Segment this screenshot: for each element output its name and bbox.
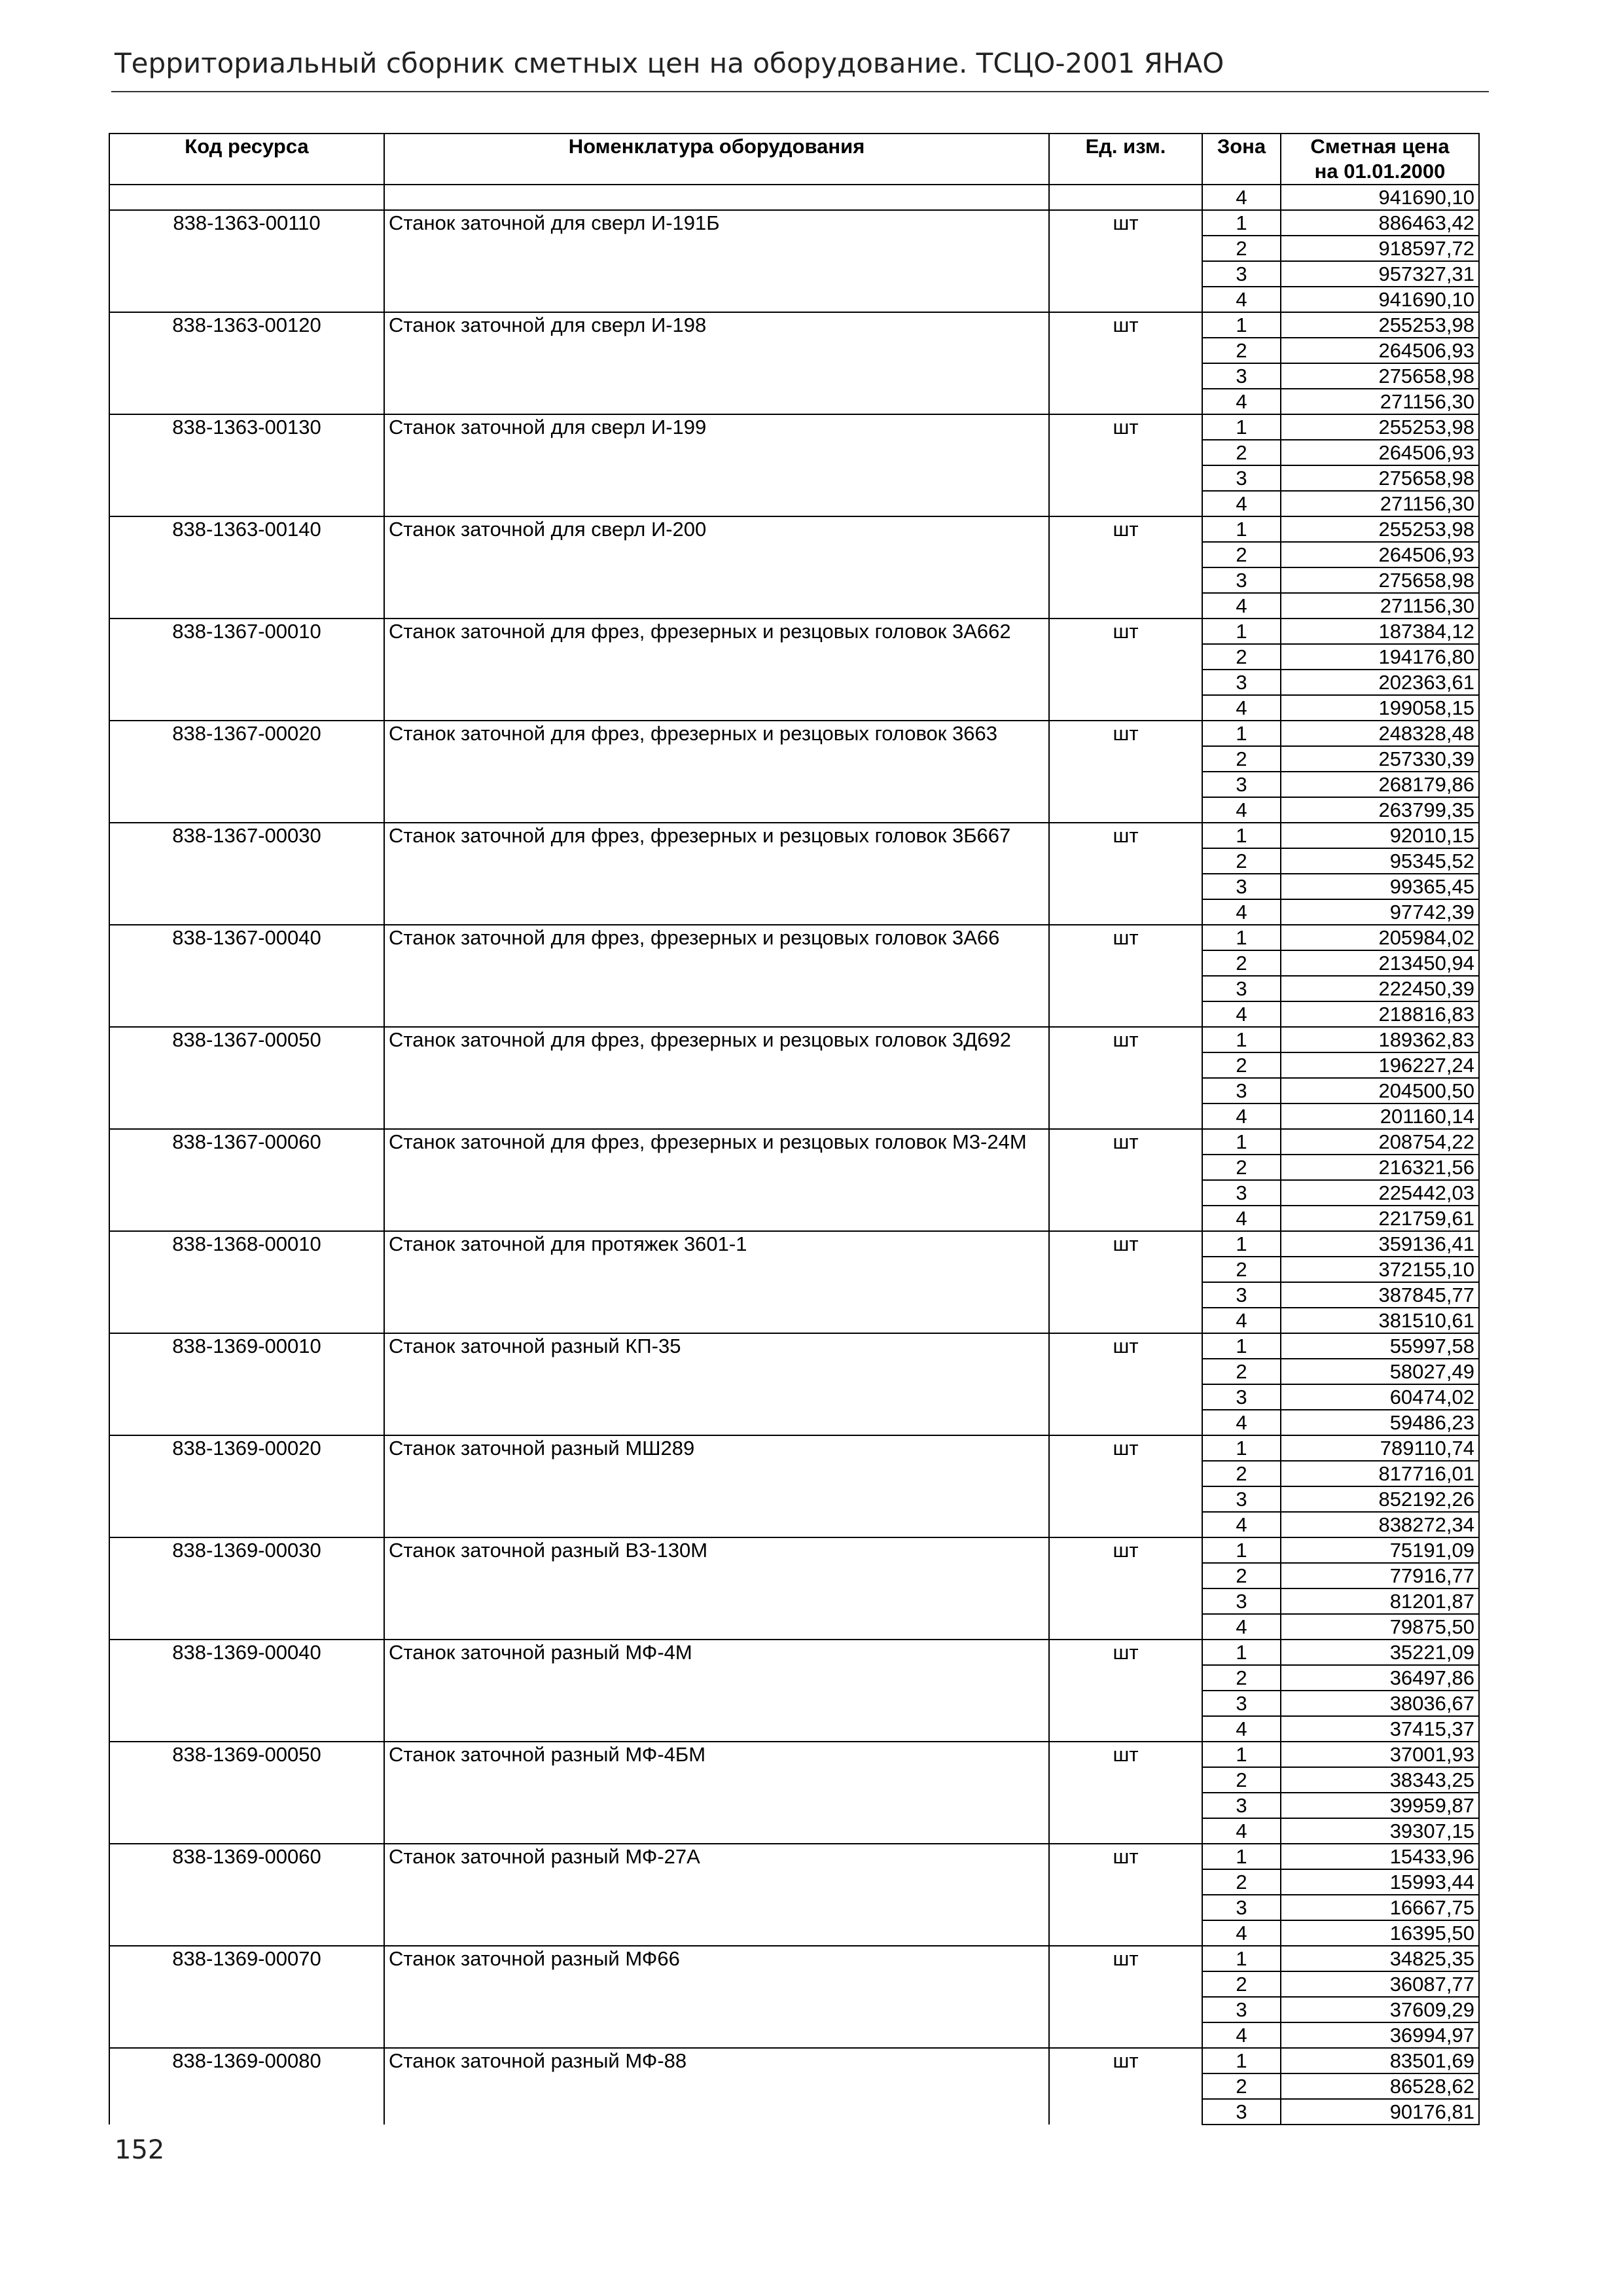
unit-of-measure: шт xyxy=(1049,1537,1202,1640)
zone-number: 3 xyxy=(1202,567,1281,593)
table-row xyxy=(109,210,1479,236)
zone-number: 4 xyxy=(1202,797,1281,823)
resource-code: 838-1369-00010 xyxy=(109,1333,384,1435)
zone-number: 4 xyxy=(1202,1818,1281,1844)
table-row xyxy=(109,1640,1479,1665)
equipment-name: Станок заточной для фрез, фрезерных и резцовых головок 3Б667 xyxy=(384,823,1049,925)
table-header-row xyxy=(109,134,1479,185)
zone-number: 3 xyxy=(1202,772,1281,797)
zone-number: 2 xyxy=(1202,644,1281,670)
zone-number: 3 xyxy=(1202,1691,1281,1716)
zone-number: 3 xyxy=(1202,1588,1281,1614)
equipment-name: Станок заточной разный КП-35 xyxy=(384,1333,1049,1435)
estimated-price: 15433,96 xyxy=(1281,1844,1479,1869)
resource-code: 838-1363-00120 xyxy=(109,312,384,414)
estimated-price: 187384,12 xyxy=(1281,619,1479,644)
unit-of-measure: шт xyxy=(1049,414,1202,516)
equipment-name: Станок заточной разный МФ-88 xyxy=(384,2048,1049,2125)
table-row xyxy=(109,1129,1479,1155)
estimated-price: 79875,50 xyxy=(1281,1614,1479,1640)
estimated-price: 838272,34 xyxy=(1281,1512,1479,1537)
estimated-price: 36087,77 xyxy=(1281,1971,1479,1997)
unit-of-measure: шт xyxy=(1049,210,1202,312)
zone-number: 3 xyxy=(1202,1486,1281,1512)
resource-code: 838-1367-00060 xyxy=(109,1129,384,1231)
zone-number: 1 xyxy=(1202,1435,1281,1461)
zone-number: 1 xyxy=(1202,2048,1281,2073)
estimated-price: 271156,30 xyxy=(1281,491,1479,516)
table-row xyxy=(109,1027,1479,1052)
resource-code: 838-1369-00040 xyxy=(109,1640,384,1742)
column-header-unit: Ед. изм. xyxy=(1049,134,1202,185)
estimated-price: 83501,69 xyxy=(1281,2048,1479,2073)
equipment-name: Станок заточной для сверл И-199 xyxy=(384,414,1049,516)
estimated-price: 81201,87 xyxy=(1281,1588,1479,1614)
zone-number: 1 xyxy=(1202,925,1281,950)
estimated-price: 213450,94 xyxy=(1281,950,1479,976)
resource-code: 838-1369-00020 xyxy=(109,1435,384,1537)
equipment-name: Станок заточной для протяжек 3601-1 xyxy=(384,1231,1049,1333)
page-number: 152 xyxy=(115,2135,165,2165)
estimated-price: 35221,09 xyxy=(1281,1640,1479,1665)
estimated-price: 37415,37 xyxy=(1281,1716,1479,1742)
table-row xyxy=(109,1231,1479,1257)
estimated-price: 37001,93 xyxy=(1281,1742,1479,1767)
resource-code: 838-1368-00010 xyxy=(109,1231,384,1333)
price-table xyxy=(109,133,1480,2125)
zone-number: 2 xyxy=(1202,1052,1281,1078)
zone-number: 4 xyxy=(1202,1614,1281,1640)
table-row xyxy=(109,2048,1479,2073)
estimated-price: 275658,98 xyxy=(1281,363,1479,389)
estimated-price: 37609,29 xyxy=(1281,1997,1479,2022)
zone-number: 3 xyxy=(1202,1895,1281,1920)
zone-number: 4 xyxy=(1202,593,1281,619)
price-header-line1: Сметная цена xyxy=(1310,135,1450,158)
estimated-price: 95345,52 xyxy=(1281,848,1479,874)
estimated-price: 268179,86 xyxy=(1281,772,1479,797)
table-row xyxy=(109,1946,1479,1971)
unit-of-measure: шт xyxy=(1049,1231,1202,1333)
estimated-price: 264506,93 xyxy=(1281,440,1479,465)
estimated-price: 221759,61 xyxy=(1281,1206,1479,1231)
estimated-price: 263799,35 xyxy=(1281,797,1479,823)
zone-cell: 4 xyxy=(1202,185,1281,210)
column-header-zone: Зона xyxy=(1202,134,1281,185)
zone-number: 4 xyxy=(1202,1410,1281,1435)
estimated-price: 387845,77 xyxy=(1281,1282,1479,1308)
table-row xyxy=(109,1537,1479,1563)
estimated-price: 205984,02 xyxy=(1281,925,1479,950)
equipment-name: Станок заточной для сверл И-200 xyxy=(384,516,1049,619)
equipment-name: Станок заточной для фрез, фрезерных и резцовых головок 3А66 xyxy=(384,925,1049,1027)
column-header-name: Номенклатура оборудования xyxy=(384,134,1049,185)
estimated-price: 202363,61 xyxy=(1281,670,1479,695)
estimated-price: 86528,62 xyxy=(1281,2073,1479,2099)
estimated-price: 264506,93 xyxy=(1281,338,1479,363)
resource-code: 838-1367-00020 xyxy=(109,721,384,823)
zone-number: 4 xyxy=(1202,287,1281,312)
zone-number: 2 xyxy=(1202,1665,1281,1691)
zone-number: 1 xyxy=(1202,1129,1281,1155)
unit-of-measure: шт xyxy=(1049,925,1202,1027)
column-header-price xyxy=(1281,134,1479,185)
table-row xyxy=(109,1742,1479,1767)
estimated-price: 194176,80 xyxy=(1281,644,1479,670)
estimated-price: 257330,39 xyxy=(1281,746,1479,772)
estimated-price: 58027,49 xyxy=(1281,1359,1479,1384)
resource-code: 838-1363-00140 xyxy=(109,516,384,619)
zone-number: 1 xyxy=(1202,721,1281,746)
zone-number: 1 xyxy=(1202,210,1281,236)
zone-number: 3 xyxy=(1202,363,1281,389)
unit-of-measure: шт xyxy=(1049,312,1202,414)
resource-code: 838-1363-00130 xyxy=(109,414,384,516)
estimated-price: 39307,15 xyxy=(1281,1818,1479,1844)
table-row xyxy=(109,516,1479,542)
resource-code: 838-1369-00050 xyxy=(109,1742,384,1844)
estimated-price: 36994,97 xyxy=(1281,2022,1479,2048)
estimated-price: 189362,83 xyxy=(1281,1027,1479,1052)
estimated-price: 271156,30 xyxy=(1281,593,1479,619)
zone-number: 4 xyxy=(1202,1920,1281,1946)
estimated-price: 255253,98 xyxy=(1281,414,1479,440)
zone-number: 4 xyxy=(1202,1308,1281,1333)
table-body xyxy=(109,185,1479,2125)
zone-number: 2 xyxy=(1202,1257,1281,1282)
zone-number: 1 xyxy=(1202,619,1281,644)
estimated-price: 957327,31 xyxy=(1281,261,1479,287)
zone-number: 1 xyxy=(1202,1946,1281,1971)
zone-number: 1 xyxy=(1202,414,1281,440)
zone-number: 4 xyxy=(1202,1206,1281,1231)
equipment-name: Станок заточной для фрез, фрезерных и резцовых головок М3-24М xyxy=(384,1129,1049,1231)
zone-number: 1 xyxy=(1202,1027,1281,1052)
estimated-price: 225442,03 xyxy=(1281,1180,1479,1206)
equipment-name: Станок заточной разный В3-130М xyxy=(384,1537,1049,1640)
table-row xyxy=(109,1333,1479,1359)
zone-number: 2 xyxy=(1202,1563,1281,1588)
zone-number: 4 xyxy=(1202,1716,1281,1742)
unit-of-measure: шт xyxy=(1049,823,1202,925)
estimated-price: 271156,30 xyxy=(1281,389,1479,414)
code-cell xyxy=(109,185,384,210)
resource-code: 838-1367-00040 xyxy=(109,925,384,1027)
equipment-name: Станок заточной разный МФ-4М xyxy=(384,1640,1049,1742)
estimated-price: 196227,24 xyxy=(1281,1052,1479,1078)
zone-number: 4 xyxy=(1202,491,1281,516)
estimated-price: 817716,01 xyxy=(1281,1461,1479,1486)
name-cell xyxy=(384,185,1049,210)
resource-code: 838-1367-00010 xyxy=(109,619,384,721)
zone-number: 4 xyxy=(1202,1001,1281,1027)
resource-code: 838-1363-00110 xyxy=(109,210,384,312)
zone-number: 2 xyxy=(1202,1869,1281,1895)
table-row xyxy=(109,721,1479,746)
zone-number: 3 xyxy=(1202,1384,1281,1410)
estimated-price: 941690,10 xyxy=(1281,287,1479,312)
estimated-price: 39959,87 xyxy=(1281,1793,1479,1818)
estimated-price: 59486,23 xyxy=(1281,1410,1479,1435)
unit-of-measure: шт xyxy=(1049,1946,1202,2048)
estimated-price: 75191,09 xyxy=(1281,1537,1479,1563)
estimated-price: 204500,50 xyxy=(1281,1078,1479,1103)
price-header-line2: на 01.01.2000 xyxy=(1314,160,1446,183)
resource-code: 838-1369-00070 xyxy=(109,1946,384,2048)
unit-of-measure: шт xyxy=(1049,619,1202,721)
header-divider xyxy=(111,91,1489,92)
estimated-price: 99365,45 xyxy=(1281,874,1479,899)
zone-number: 4 xyxy=(1202,899,1281,925)
unit-of-measure: шт xyxy=(1049,721,1202,823)
estimated-price: 264506,93 xyxy=(1281,542,1479,567)
estimated-price: 216321,56 xyxy=(1281,1155,1479,1180)
zone-number: 2 xyxy=(1202,1359,1281,1384)
unit-of-measure: шт xyxy=(1049,1640,1202,1742)
zone-number: 1 xyxy=(1202,1742,1281,1767)
zone-number: 3 xyxy=(1202,670,1281,695)
estimated-price: 55997,58 xyxy=(1281,1333,1479,1359)
equipment-name: Станок заточной разный МФ66 xyxy=(384,1946,1049,2048)
unit-of-measure: шт xyxy=(1049,1027,1202,1129)
price-cell: 941690,10 xyxy=(1281,185,1479,210)
zone-number: 2 xyxy=(1202,440,1281,465)
resource-code: 838-1367-00030 xyxy=(109,823,384,925)
estimated-price: 852192,26 xyxy=(1281,1486,1479,1512)
zone-number: 1 xyxy=(1202,1333,1281,1359)
estimated-price: 372155,10 xyxy=(1281,1257,1479,1282)
table-row xyxy=(109,1435,1479,1461)
zone-number: 3 xyxy=(1202,1180,1281,1206)
zone-number: 2 xyxy=(1202,1971,1281,1997)
estimated-price: 208754,22 xyxy=(1281,1129,1479,1155)
unit-of-measure: шт xyxy=(1049,2048,1202,2125)
document-title: Территориальный сборник сметных цен на оборудование. ТСЦО-2001 ЯНАО xyxy=(115,47,1224,79)
estimated-price: 918597,72 xyxy=(1281,236,1479,261)
zone-number: 2 xyxy=(1202,950,1281,976)
estimated-price: 201160,14 xyxy=(1281,1103,1479,1129)
estimated-price: 34825,35 xyxy=(1281,1946,1479,1971)
estimated-price: 789110,74 xyxy=(1281,1435,1479,1461)
estimated-price: 16395,50 xyxy=(1281,1920,1479,1946)
estimated-price: 248328,48 xyxy=(1281,721,1479,746)
resource-code: 838-1369-00080 xyxy=(109,2048,384,2125)
equipment-name: Станок заточной разный МФ-4БМ xyxy=(384,1742,1049,1844)
table-row xyxy=(109,414,1479,440)
estimated-price: 77916,77 xyxy=(1281,1563,1479,1588)
zone-number: 4 xyxy=(1202,389,1281,414)
table-row xyxy=(109,823,1479,848)
zone-number: 2 xyxy=(1202,542,1281,567)
zone-number: 2 xyxy=(1202,1767,1281,1793)
estimated-price: 381510,61 xyxy=(1281,1308,1479,1333)
resource-code: 838-1369-00030 xyxy=(109,1537,384,1640)
zone-number: 3 xyxy=(1202,465,1281,491)
table-row xyxy=(109,925,1479,950)
table-row xyxy=(109,619,1479,644)
estimated-price: 16667,75 xyxy=(1281,1895,1479,1920)
table-row xyxy=(109,1844,1479,1869)
equipment-name: Станок заточной для фрез, фрезерных и резцовых головок 3А662 xyxy=(384,619,1049,721)
zone-number: 2 xyxy=(1202,2073,1281,2099)
estimated-price: 218816,83 xyxy=(1281,1001,1479,1027)
estimated-price: 275658,98 xyxy=(1281,465,1479,491)
zone-number: 1 xyxy=(1202,516,1281,542)
column-header-code: Код ресурса xyxy=(109,134,384,185)
zone-number: 2 xyxy=(1202,848,1281,874)
zone-number: 4 xyxy=(1202,1512,1281,1537)
zone-number: 2 xyxy=(1202,236,1281,261)
estimated-price: 359136,41 xyxy=(1281,1231,1479,1257)
zone-number: 4 xyxy=(1202,2022,1281,2048)
estimated-price: 90176,81 xyxy=(1281,2099,1479,2125)
unit-of-measure: шт xyxy=(1049,1742,1202,1844)
zone-number: 2 xyxy=(1202,746,1281,772)
zone-number: 3 xyxy=(1202,1793,1281,1818)
zone-number: 1 xyxy=(1202,823,1281,848)
equipment-name: Станок заточной для сверл И-198 xyxy=(384,312,1049,414)
zone-number: 1 xyxy=(1202,1537,1281,1563)
zone-number: 3 xyxy=(1202,261,1281,287)
table-row xyxy=(109,312,1479,338)
estimated-price: 275658,98 xyxy=(1281,567,1479,593)
zone-number: 4 xyxy=(1202,1103,1281,1129)
zone-number: 1 xyxy=(1202,1844,1281,1869)
estimated-price: 97742,39 xyxy=(1281,899,1479,925)
estimated-price: 38036,67 xyxy=(1281,1691,1479,1716)
estimated-price: 15993,44 xyxy=(1281,1869,1479,1895)
estimated-price: 60474,02 xyxy=(1281,1384,1479,1410)
equipment-name: Станок заточной разный МШ289 xyxy=(384,1435,1049,1537)
estimated-price: 38343,25 xyxy=(1281,1767,1479,1793)
zone-number: 1 xyxy=(1202,312,1281,338)
estimated-price: 222450,39 xyxy=(1281,976,1479,1001)
estimated-price: 92010,15 xyxy=(1281,823,1479,848)
zone-number: 2 xyxy=(1202,1461,1281,1486)
equipment-name: Станок заточной для фрез, фрезерных и резцовых головок 3Д692 xyxy=(384,1027,1049,1129)
unit-of-measure: шт xyxy=(1049,1435,1202,1537)
unit-of-measure: шт xyxy=(1049,516,1202,619)
zone-number: 3 xyxy=(1202,1078,1281,1103)
zone-number: 4 xyxy=(1202,695,1281,721)
equipment-name: Станок заточной для сверл И-191Б xyxy=(384,210,1049,312)
zone-number: 3 xyxy=(1202,976,1281,1001)
estimated-price: 199058,15 xyxy=(1281,695,1479,721)
continuation-row xyxy=(109,185,1479,210)
resource-code: 838-1369-00060 xyxy=(109,1844,384,1946)
zone-number: 1 xyxy=(1202,1640,1281,1665)
zone-number: 3 xyxy=(1202,2099,1281,2125)
unit-cell xyxy=(1049,185,1202,210)
equipment-name: Станок заточной для фрез, фрезерных и резцовых головок 3663 xyxy=(384,721,1049,823)
estimated-price: 255253,98 xyxy=(1281,516,1479,542)
unit-of-measure: шт xyxy=(1049,1129,1202,1231)
zone-number: 3 xyxy=(1202,1282,1281,1308)
unit-of-measure: шт xyxy=(1049,1844,1202,1946)
zone-number: 3 xyxy=(1202,1997,1281,2022)
estimated-price: 886463,42 xyxy=(1281,210,1479,236)
zone-number: 2 xyxy=(1202,338,1281,363)
zone-number: 3 xyxy=(1202,874,1281,899)
estimated-price: 255253,98 xyxy=(1281,312,1479,338)
estimated-price: 36497,86 xyxy=(1281,1665,1479,1691)
unit-of-measure: шт xyxy=(1049,1333,1202,1435)
zone-number: 2 xyxy=(1202,1155,1281,1180)
zone-number: 1 xyxy=(1202,1231,1281,1257)
equipment-name: Станок заточной разный МФ-27А xyxy=(384,1844,1049,1946)
resource-code: 838-1367-00050 xyxy=(109,1027,384,1129)
